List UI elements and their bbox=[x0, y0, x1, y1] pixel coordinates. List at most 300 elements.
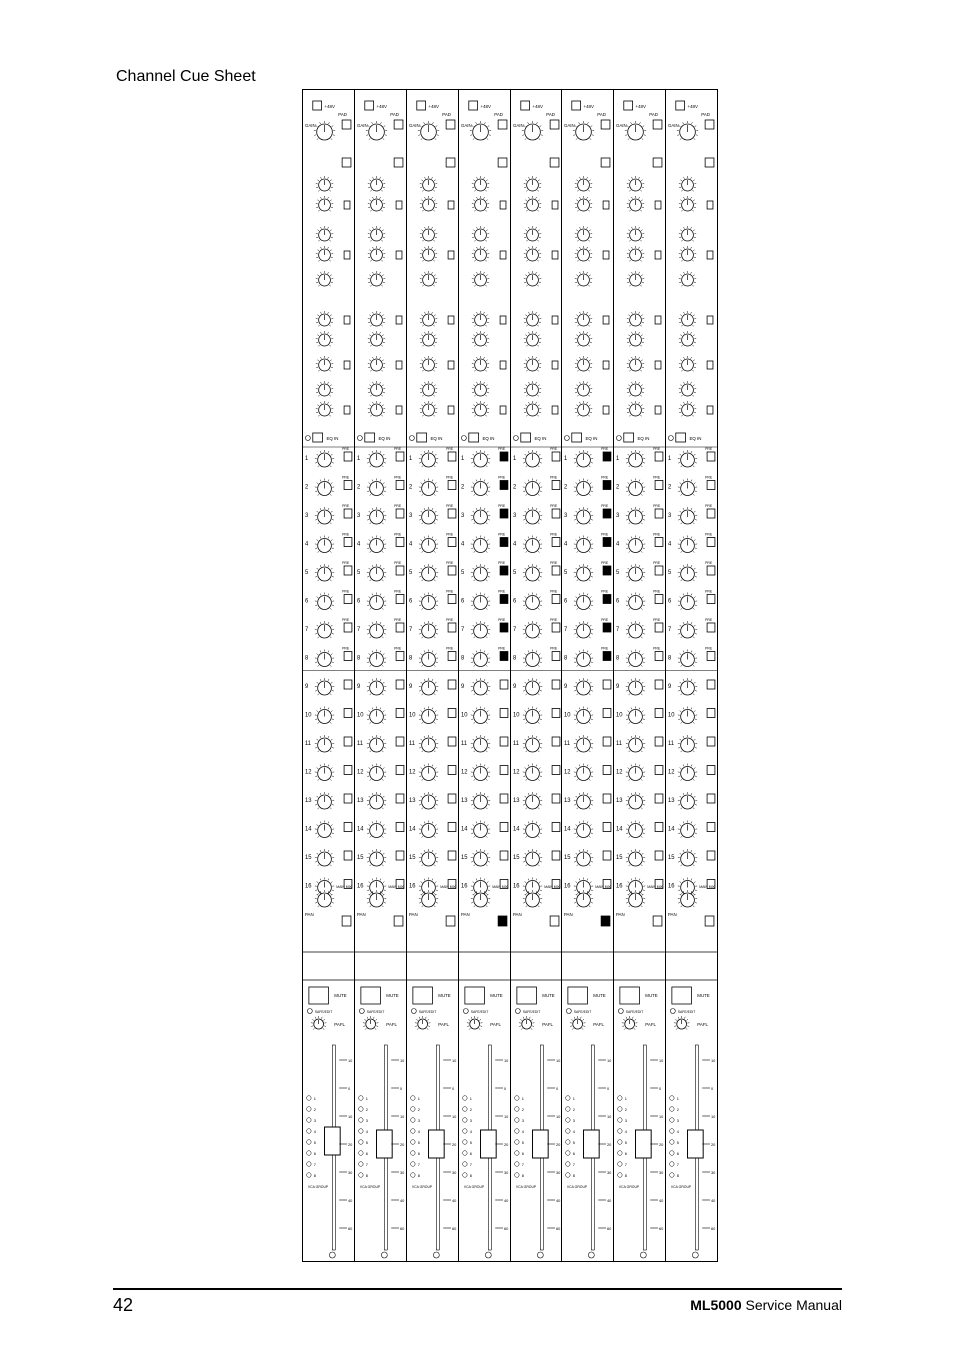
pafl-knob bbox=[518, 1016, 533, 1030]
vca-number: 5 bbox=[417, 1139, 420, 1146]
aux-pre-button bbox=[603, 566, 611, 575]
phantom-button bbox=[624, 101, 633, 110]
vca-number: 8 bbox=[676, 1172, 680, 1179]
vca-led bbox=[462, 1096, 467, 1101]
vca-led bbox=[670, 1107, 675, 1112]
aux-send-knob bbox=[626, 650, 645, 667]
pre-label: PRE bbox=[342, 532, 350, 537]
aux-send-knob bbox=[574, 678, 593, 695]
pafl-label: PAFL bbox=[334, 1021, 345, 1028]
aux-send-knob bbox=[419, 792, 438, 809]
eq-button bbox=[707, 316, 713, 324]
phantom-label: +48V bbox=[428, 103, 439, 110]
pre-label: PRE bbox=[705, 617, 713, 623]
aux-pre-button bbox=[707, 623, 715, 632]
aux-pre-button bbox=[344, 766, 352, 775]
pan-label: PAN bbox=[356, 911, 366, 918]
fader-scale-label: 30 bbox=[399, 1169, 405, 1176]
aux-pre-button bbox=[655, 509, 663, 518]
fader-scale-label: 40 bbox=[607, 1197, 612, 1204]
aux-number: 11 bbox=[564, 740, 571, 748]
fader-scale-label: 0 bbox=[348, 1085, 351, 1092]
vca-number: 7 bbox=[469, 1161, 472, 1168]
aux-number: 16 bbox=[408, 883, 416, 890]
eq-in-label: EQ IN bbox=[430, 435, 443, 442]
aux-number: 6 bbox=[460, 598, 464, 605]
aux-number: 9 bbox=[616, 683, 620, 691]
eq-knob bbox=[575, 176, 592, 191]
channel-strip-graphic bbox=[355, 90, 406, 1261]
eq-in-button bbox=[365, 433, 375, 442]
aux-pre-button bbox=[552, 680, 560, 689]
aux-send-knob bbox=[678, 878, 697, 895]
fader-scale-label: 60 bbox=[503, 1225, 508, 1232]
vca-led bbox=[462, 1162, 467, 1167]
eq-knob bbox=[368, 246, 385, 261]
vca-number: 6 bbox=[521, 1150, 524, 1157]
aux-number: 11 bbox=[668, 740, 675, 748]
fader-scale-label: 60 bbox=[555, 1225, 560, 1232]
aux-number: 5 bbox=[408, 569, 412, 577]
fader-screw bbox=[433, 1252, 439, 1258]
fader-scale-label: 10 bbox=[607, 1113, 612, 1120]
vca-led bbox=[307, 1162, 312, 1167]
aux-pre-button bbox=[396, 452, 404, 461]
eq-button bbox=[655, 406, 661, 414]
vca-led bbox=[307, 1118, 312, 1123]
aux-pre-button bbox=[655, 538, 663, 547]
fader-scale-label: 10 bbox=[711, 1113, 716, 1120]
eq-knob bbox=[523, 381, 540, 396]
aux-pre-button bbox=[603, 623, 611, 632]
channel-strip bbox=[562, 90, 614, 1261]
aux-number: 8 bbox=[304, 655, 309, 662]
vca-number: 6 bbox=[313, 1150, 316, 1157]
vca-number: 5 bbox=[573, 1139, 576, 1146]
aux-pre-button bbox=[344, 452, 352, 461]
input-button bbox=[498, 158, 507, 167]
eq-in-button bbox=[417, 433, 427, 442]
aux-number: 5 bbox=[460, 569, 464, 577]
aux-number: 5 bbox=[616, 569, 620, 577]
vca-led bbox=[618, 1162, 623, 1167]
eq-knob bbox=[368, 176, 385, 191]
aux-number: 5 bbox=[304, 569, 309, 577]
pre-label: PRE bbox=[394, 446, 402, 452]
aux-pre-button bbox=[396, 823, 404, 832]
fader-scale-label: 20 bbox=[711, 1141, 716, 1148]
vca-number: 8 bbox=[625, 1172, 628, 1179]
eq-knob bbox=[575, 246, 592, 261]
pre-label: PRE bbox=[601, 475, 609, 480]
main-mix-button bbox=[653, 916, 662, 926]
aux-send-knob bbox=[626, 536, 645, 553]
eq-knob bbox=[420, 176, 437, 191]
pre-label: PRE bbox=[653, 646, 661, 651]
vca-number: 1 bbox=[625, 1095, 628, 1102]
phantom-button bbox=[365, 101, 374, 110]
aux-number: 9 bbox=[512, 683, 516, 691]
aux-send-knob bbox=[574, 849, 593, 866]
fader-scale-label: 10 bbox=[503, 1057, 508, 1064]
pre-label: PRE bbox=[497, 503, 505, 509]
channel-strip bbox=[459, 90, 511, 1261]
aux-send-knob bbox=[470, 450, 489, 467]
eq-knob bbox=[523, 271, 540, 286]
eq-button bbox=[707, 406, 713, 414]
aux-send-knob bbox=[574, 479, 593, 496]
vca-led bbox=[462, 1173, 467, 1178]
phantom-label: +48V bbox=[583, 103, 595, 110]
eq-button bbox=[396, 406, 402, 414]
fader-scale-label: 10 bbox=[399, 1057, 405, 1064]
aux-pre-button bbox=[448, 538, 456, 547]
pad-button bbox=[498, 120, 507, 129]
aux-number: 4 bbox=[460, 541, 464, 548]
aux-pre-button bbox=[448, 595, 456, 604]
fader-scale-label: 10 bbox=[503, 1113, 508, 1120]
vca-number: 5 bbox=[469, 1139, 472, 1146]
gain-knob bbox=[573, 121, 594, 140]
aux-number: 12 bbox=[512, 769, 519, 776]
eq-knob bbox=[679, 401, 696, 416]
eq-knob bbox=[627, 196, 644, 211]
aux-send-knob bbox=[522, 507, 541, 524]
vca-number: 1 bbox=[469, 1095, 472, 1102]
fader-cap bbox=[532, 1130, 548, 1158]
aux-number: 11 bbox=[460, 740, 467, 748]
eq-knob bbox=[523, 196, 540, 211]
channel-strip bbox=[355, 90, 407, 1261]
aux-send-knob bbox=[367, 621, 386, 638]
fader-scale-label: 10 bbox=[659, 1113, 664, 1120]
fader-scale-label: 60 bbox=[451, 1225, 457, 1232]
aux-pre-button bbox=[344, 652, 352, 661]
eq-button bbox=[552, 361, 558, 369]
vca-number: 2 bbox=[469, 1106, 472, 1113]
vca-number: 3 bbox=[469, 1117, 472, 1124]
aux-send-knob bbox=[367, 821, 386, 838]
fader-scale-label: 40 bbox=[348, 1197, 353, 1204]
eq-knob bbox=[679, 271, 696, 286]
eq-in-label: EQ IN bbox=[637, 435, 650, 442]
aux-pre-button bbox=[655, 794, 663, 803]
eq-knob bbox=[627, 381, 644, 396]
eq-knob bbox=[420, 381, 437, 396]
aux-send-knob bbox=[626, 564, 645, 581]
vca-number: 8 bbox=[521, 1172, 524, 1179]
aux-pre-button bbox=[603, 766, 611, 775]
gain-label: GAIN bbox=[460, 122, 472, 129]
eq-knob bbox=[471, 226, 488, 241]
aux-pre-button bbox=[396, 652, 404, 661]
pre-label: PRE bbox=[601, 589, 609, 594]
eq-button bbox=[655, 361, 661, 369]
aux-pre-button bbox=[552, 709, 560, 718]
aux-pre-button bbox=[500, 595, 508, 604]
pre-label: PRE bbox=[497, 617, 505, 623]
fader-scale-label: 10 bbox=[711, 1057, 716, 1064]
pad-label: PAD bbox=[390, 111, 399, 118]
input-button bbox=[446, 158, 455, 167]
aux-number: 10 bbox=[616, 712, 623, 719]
eq-knob bbox=[679, 246, 696, 261]
aux-number: 12 bbox=[304, 769, 312, 776]
fader-scale-label: 10 bbox=[348, 1113, 353, 1120]
vca-led bbox=[462, 1140, 467, 1145]
eq-button bbox=[707, 201, 713, 209]
aux-number: 7 bbox=[304, 626, 309, 634]
pan-label: PAN bbox=[616, 911, 625, 918]
eq-knob bbox=[368, 356, 385, 371]
aux-pre-button bbox=[655, 766, 663, 775]
fader-scale-label: 60 bbox=[348, 1225, 353, 1232]
fader-screw bbox=[589, 1252, 595, 1258]
aux-number: 11 bbox=[356, 740, 363, 748]
phantom-button bbox=[572, 101, 581, 110]
gain-label: GAIN bbox=[564, 122, 576, 129]
eq-knob bbox=[627, 176, 644, 191]
eq-knob bbox=[471, 401, 488, 416]
aux-send-knob bbox=[626, 678, 645, 695]
eq-knob bbox=[679, 226, 696, 241]
fader-scale-label: 0 bbox=[607, 1085, 610, 1092]
aux-pre-button bbox=[448, 794, 456, 803]
fader-scale-label: 20 bbox=[607, 1141, 612, 1148]
vca-led bbox=[462, 1129, 467, 1134]
main-mix-label: MAIN MIX bbox=[388, 884, 404, 890]
aux-send-knob bbox=[470, 707, 489, 724]
vca-number: 1 bbox=[417, 1095, 420, 1102]
aux-send-knob bbox=[574, 450, 593, 467]
aux-send-knob bbox=[367, 678, 386, 695]
page-title: Channel Cue Sheet bbox=[116, 68, 256, 85]
aux-number: 13 bbox=[668, 797, 675, 805]
gain-knob bbox=[625, 121, 646, 140]
eq-button bbox=[396, 201, 402, 209]
aux-number: 14 bbox=[564, 826, 571, 833]
vca-number: 5 bbox=[676, 1139, 680, 1146]
pre-label: PRE bbox=[549, 475, 557, 480]
aux-send-knob bbox=[315, 507, 334, 524]
eq-knob bbox=[679, 196, 696, 211]
vca-led bbox=[514, 1151, 519, 1156]
aux-pre-button bbox=[707, 652, 715, 661]
pre-label: PRE bbox=[497, 589, 505, 594]
aux-send-knob bbox=[574, 507, 593, 524]
aux-number: 2 bbox=[356, 484, 361, 491]
pre-label: PRE bbox=[394, 475, 402, 480]
aux-pre-button bbox=[552, 851, 560, 860]
eq-knob bbox=[316, 226, 333, 241]
fader-cap bbox=[584, 1130, 600, 1158]
aux-pre-button bbox=[344, 623, 352, 632]
aux-send-knob bbox=[626, 707, 645, 724]
vca-led bbox=[566, 1096, 571, 1101]
vca-number: 5 bbox=[625, 1139, 628, 1146]
eq-led bbox=[357, 436, 362, 441]
pre-label: PRE bbox=[549, 617, 557, 623]
vca-led bbox=[307, 1096, 312, 1101]
vca-led bbox=[358, 1118, 363, 1123]
aux-number: 10 bbox=[460, 712, 468, 719]
aux-number: 15 bbox=[460, 854, 468, 862]
vca-number: 6 bbox=[417, 1150, 420, 1157]
vca-led bbox=[618, 1096, 623, 1101]
eq-button bbox=[603, 361, 609, 369]
eq-knob bbox=[679, 331, 696, 346]
gain-label: GAIN bbox=[356, 122, 368, 129]
mute-label: MUTE bbox=[541, 992, 555, 999]
pafl-knob bbox=[311, 1016, 326, 1030]
aux-send-knob bbox=[678, 849, 697, 866]
fader-scale-label: 20 bbox=[659, 1141, 664, 1148]
eq-knob bbox=[316, 196, 333, 211]
aux-send-knob bbox=[678, 678, 697, 695]
gain-knob bbox=[314, 121, 335, 140]
aux-send-knob bbox=[419, 764, 438, 781]
aux-number: 4 bbox=[304, 541, 309, 548]
eq-in-label: EQ IN bbox=[482, 435, 495, 442]
aux-send-knob bbox=[419, 821, 438, 838]
vca-number: 7 bbox=[676, 1161, 680, 1168]
aux-number: 13 bbox=[616, 797, 623, 805]
vca-number: 3 bbox=[521, 1117, 524, 1124]
fader-screw bbox=[641, 1252, 647, 1258]
eq-knob bbox=[368, 381, 385, 396]
fader-scale-label: 10 bbox=[555, 1113, 560, 1120]
aux-send-knob bbox=[419, 878, 438, 895]
aux-pre-button bbox=[552, 538, 560, 547]
vca-number: 4 bbox=[313, 1128, 316, 1135]
fader-scale-label: 0 bbox=[451, 1085, 454, 1092]
eq-knob bbox=[368, 271, 385, 286]
aux-pre-button bbox=[603, 823, 611, 832]
pafl-knob bbox=[363, 1016, 378, 1030]
fader-scale-label: 10 bbox=[451, 1113, 457, 1120]
eq-knob bbox=[627, 271, 644, 286]
aux-pre-button bbox=[500, 652, 508, 661]
channel-strip bbox=[666, 90, 717, 1261]
pad-label: PAD bbox=[493, 111, 503, 118]
vca-led bbox=[307, 1140, 312, 1145]
aux-number: 6 bbox=[616, 598, 620, 605]
vca-number: 8 bbox=[469, 1172, 472, 1179]
safe-led bbox=[359, 1009, 364, 1014]
vca-led bbox=[358, 1173, 363, 1178]
pre-label: PRE bbox=[342, 446, 350, 452]
aux-number: 1 bbox=[512, 455, 516, 463]
mute-button bbox=[568, 987, 588, 1004]
pre-label: PRE bbox=[653, 560, 661, 566]
vca-led bbox=[566, 1162, 571, 1167]
fader-scale-label: 60 bbox=[607, 1225, 612, 1232]
mute-button bbox=[620, 987, 640, 1004]
eq-button bbox=[396, 316, 402, 324]
aux-number: 14 bbox=[460, 826, 468, 833]
vca-led bbox=[618, 1107, 623, 1112]
aux-number: 6 bbox=[408, 598, 412, 605]
aux-send-knob bbox=[367, 593, 386, 610]
pad-button bbox=[342, 120, 351, 129]
vca-number: 3 bbox=[313, 1117, 316, 1124]
aux-send-knob bbox=[470, 564, 489, 581]
gain-label: GAIN bbox=[408, 122, 420, 129]
eq-knob bbox=[420, 311, 437, 326]
eq-knob bbox=[627, 356, 644, 371]
fader-scale-label: 0 bbox=[555, 1085, 558, 1092]
eq-button bbox=[344, 251, 350, 259]
aux-send-knob bbox=[367, 792, 386, 809]
aux-send-knob bbox=[678, 479, 697, 496]
aux-send-knob bbox=[315, 678, 334, 695]
eq-in-label: EQ IN bbox=[533, 435, 546, 442]
aux-send-knob bbox=[367, 450, 386, 467]
main-mix-button bbox=[550, 916, 559, 926]
phantom-button bbox=[676, 101, 685, 110]
aux-number: 15 bbox=[668, 854, 675, 862]
mute-label: MUTE bbox=[593, 992, 607, 999]
eq-knob bbox=[523, 246, 540, 261]
aux-number: 14 bbox=[668, 826, 675, 833]
aux-pre-button bbox=[655, 680, 663, 689]
vca-number: 3 bbox=[417, 1117, 420, 1124]
vca-led bbox=[670, 1118, 675, 1123]
fader-scale-label: 10 bbox=[659, 1057, 664, 1064]
vca-led bbox=[566, 1151, 571, 1156]
input-button bbox=[342, 158, 351, 167]
vca-led bbox=[358, 1096, 363, 1101]
fader-scale-label: 30 bbox=[451, 1169, 457, 1176]
aux-number: 11 bbox=[512, 740, 519, 748]
aux-send-knob bbox=[522, 878, 541, 895]
aux-pre-button bbox=[500, 766, 508, 775]
aux-send-knob bbox=[522, 707, 541, 724]
vca-led bbox=[514, 1140, 519, 1145]
pad-label: PAD bbox=[701, 111, 711, 118]
aux-pre-button bbox=[448, 851, 456, 860]
aux-pre-button bbox=[655, 823, 663, 832]
eq-knob bbox=[471, 311, 488, 326]
aux-number: 9 bbox=[460, 683, 464, 691]
fader-cap bbox=[688, 1130, 704, 1158]
aux-number: 15 bbox=[304, 854, 312, 862]
aux-send-knob bbox=[315, 650, 334, 667]
vca-led bbox=[410, 1140, 415, 1145]
fader-screw bbox=[537, 1252, 543, 1258]
vca-led bbox=[358, 1140, 363, 1145]
vca-led bbox=[358, 1129, 363, 1134]
pan-label: PAN bbox=[512, 911, 522, 918]
aux-number: 2 bbox=[408, 484, 412, 491]
pre-label: PRE bbox=[497, 446, 505, 452]
aux-send-knob bbox=[626, 764, 645, 781]
eq-button bbox=[448, 406, 454, 414]
aux-send-knob bbox=[574, 735, 593, 752]
vca-number: 2 bbox=[676, 1106, 680, 1113]
pafl-knob bbox=[622, 1016, 637, 1030]
safe-led bbox=[671, 1009, 676, 1014]
aux-pre-button bbox=[655, 709, 663, 718]
pre-label: PRE bbox=[342, 503, 350, 509]
main-mix-button bbox=[705, 916, 714, 926]
channel-strip-graphic bbox=[303, 90, 354, 1261]
aux-pre-button bbox=[655, 452, 663, 461]
aux-number: 3 bbox=[460, 512, 464, 520]
aux-send-knob bbox=[678, 564, 697, 581]
vca-led bbox=[358, 1162, 363, 1167]
vca-number: 5 bbox=[313, 1139, 316, 1146]
